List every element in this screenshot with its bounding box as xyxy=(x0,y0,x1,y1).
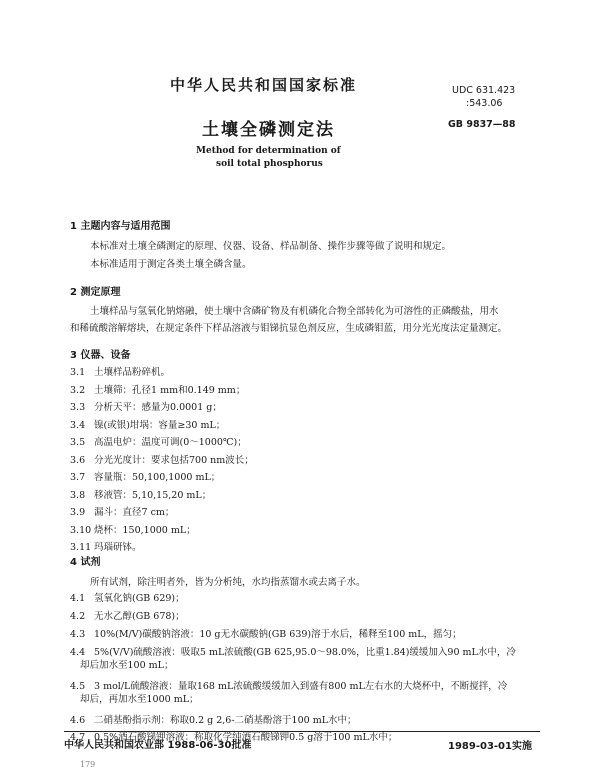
section-3-heading: 3 仪器、设备 xyxy=(70,350,131,361)
document-title: 土壤全磷测定法 xyxy=(202,120,335,140)
approval-statement: 中华人民共和国农业部 1988-06-30批准 xyxy=(64,740,252,751)
english-title-line-2: soil total phosphorus xyxy=(216,159,323,169)
page-number: 179 xyxy=(80,760,96,769)
section-2-heading: 2 测定原理 xyxy=(70,287,121,298)
list-item: 4.6 二硝基酚指示剂：称取0.2 g 2,6-二硝基酚溶于100 mL水中； xyxy=(70,715,357,726)
effective-date: 1989-03-01实施 xyxy=(448,741,532,752)
issuing-organization: 中华人民共和国国家标准 xyxy=(170,76,358,94)
list-item: 3.7 容量瓶：50,100,1000 mL； xyxy=(70,472,221,483)
list-item: 4.1 氢氧化钠(GB 629)； xyxy=(70,593,185,604)
section-1-paragraph-2: 本标准适用于测定各类土壤全磷含量。 xyxy=(90,259,252,270)
list-item: 3.1 土壤样品粉碎机。 xyxy=(70,367,171,378)
section-1-paragraph-1: 本标准对土壤全磷测定的原理、仪器、设备、样品制备、操作步骤等做了说明和规定。 xyxy=(90,241,452,252)
list-item: 4.2 无水乙醇(GB 678)； xyxy=(70,611,185,622)
section-2-paragraph-2: 和稀硫酸溶解熔块，在规定条件下样品溶液与钼锑抗显色剂反应，生成磷钼蓝，用分光光度法定量测定。 xyxy=(70,323,508,334)
list-item: 3.10 烧杯：150,1000 mL； xyxy=(70,524,196,536)
section-2-paragraph-1: 土壤样品与氢氧化钠熔融，使土壤中含磷矿物及有机磷化合物全部转化为可溶性的正磷酸盐，用水 xyxy=(90,306,499,317)
list-item: 4.4 5%(V/V)硫酸溶液：吸取5 mL浓硫酸(GB 625,95.0～98.0%，比重1.84)缓缓加入90 mL水中，冷 却后加水至100 mL； xyxy=(70,647,516,671)
section-4-heading: 4 试剂 xyxy=(70,557,101,568)
list-item: 3.4 镍(或银)坩埚：容量≥30 mL； xyxy=(70,419,226,431)
reagents-intro: 所有试剂，除注明者外，皆为分析纯，水均指蒸馏水或去离子水。 xyxy=(90,577,366,588)
list-item: 4.5 3 mol/L硫酸溶液：量取168 mL浓硫酸缓缓加入到盛有800 mL左右水的大烧杯中，不断搅拌，冷 却后，再加水至1000 mL； xyxy=(70,681,508,705)
equipment-list xyxy=(70,366,254,559)
udc-code-suffix: :543.06 xyxy=(466,98,503,109)
list-item: 3.8 移液管：5,10,15,20 mL； xyxy=(70,489,212,501)
list-item: 3.9 漏斗：直径7 cm； xyxy=(70,507,175,518)
list-item: 3.5 高温电炉：温度可调(0～1000℃)； xyxy=(70,437,247,448)
list-item: 3.2 土壤筛：孔径1 mm和0.149 mm； xyxy=(70,384,246,396)
list-item: 3.11 玛瑙研钵。 xyxy=(70,542,142,553)
standard-number: GB 9837—88 xyxy=(448,119,516,130)
list-item: 3.3 分析天平：感量为0.0001 g； xyxy=(70,402,222,413)
section-1-heading: 1 主题内容与适用范围 xyxy=(70,221,171,232)
footer-divider xyxy=(64,731,540,732)
list-item: 3.6 分光光度计：要求包括700 nm波长； xyxy=(70,454,254,466)
english-title-line-1: Method for determination of xyxy=(196,146,341,156)
reagent-list xyxy=(70,592,516,748)
udc-code: UDC 631.423 xyxy=(452,85,516,96)
list-item: 4.3 10%(M/V)碳酸钠溶液：10 g无水碳酸钠(GB 639)溶于水后，稀释至100 mL，摇匀； xyxy=(70,629,462,640)
list-item: 4.7 0.5%酒石酸锑钾溶液：称取化学纯酒石酸锑钾0.5 g溶于100 mL水中； xyxy=(70,732,398,743)
